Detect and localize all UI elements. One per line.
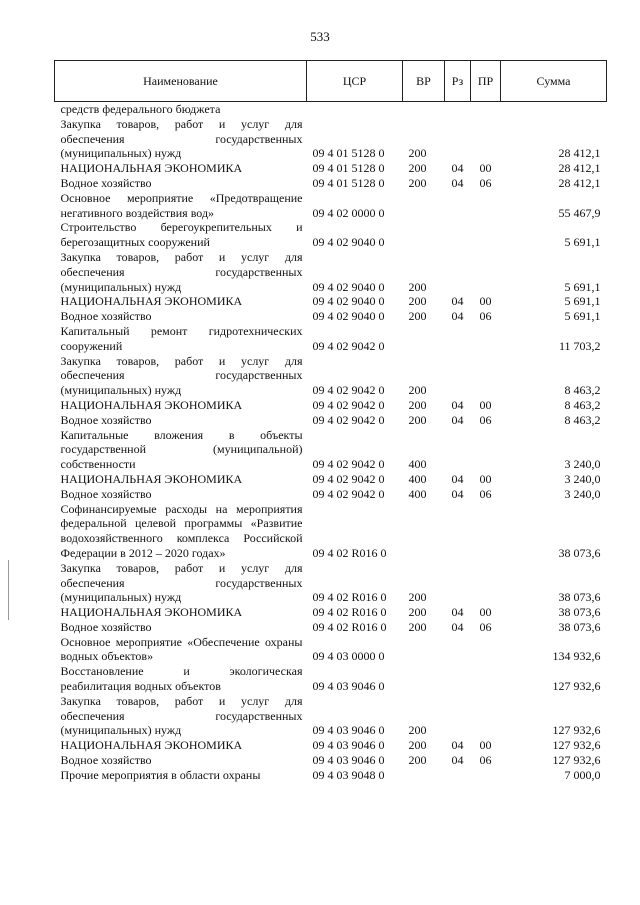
cell-sum: 38 073,6 bbox=[558, 545, 601, 560]
column-header-rz: Рз bbox=[445, 61, 471, 102]
cell-name: Закупка товаров, работ и услуг для обеспечения государственных (муниципальных) нужд bbox=[60, 693, 303, 738]
cell-name: Водное хозяйство bbox=[60, 175, 152, 190]
cell-name: НАЦИОНАЛЬНАЯ ЭКОНОМИКА bbox=[60, 161, 243, 176]
cell-csr: 09 4 03 0000 0 bbox=[312, 649, 385, 664]
table-row bbox=[55, 102, 607, 117]
cell-csr: 09 4 03 9046 0 bbox=[312, 723, 385, 738]
cell-pr: 00 bbox=[479, 294, 492, 309]
table-row bbox=[55, 413, 607, 428]
cell-name: НАЦИОНАЛЬНАЯ ЭКОНОМИКА bbox=[60, 738, 243, 753]
cell-csr: 09 4 02 9042 0 bbox=[312, 397, 385, 412]
cell-pr bbox=[471, 694, 501, 738]
table-row bbox=[55, 502, 607, 561]
cell-vr: 200 bbox=[408, 605, 427, 620]
cell-sum: 38 073,6 bbox=[558, 619, 601, 634]
cell-rz: 04 bbox=[451, 175, 464, 190]
table-body bbox=[55, 102, 607, 783]
table-row bbox=[55, 428, 607, 472]
cell-pr: 06 bbox=[479, 753, 492, 768]
cell-pr bbox=[471, 220, 501, 250]
cell-rz: 04 bbox=[451, 309, 464, 324]
cell-name: Закупка товаров, работ и услуг для обеспечения государственных (муниципальных) нужд bbox=[60, 249, 303, 294]
column-header-sum: Сумма bbox=[501, 61, 607, 102]
cell-vr bbox=[403, 102, 445, 117]
cell-name: Капитальный ремонт гидротехнических сооружений bbox=[60, 323, 303, 353]
cell-rz: 04 bbox=[451, 412, 464, 427]
cell-vr: 200 bbox=[408, 294, 427, 309]
cell-rz bbox=[445, 220, 471, 250]
cell-vr: 200 bbox=[408, 146, 427, 161]
cell-sum: 3 240,0 bbox=[564, 486, 601, 501]
cell-vr: 200 bbox=[408, 279, 427, 294]
cell-pr: 06 bbox=[479, 486, 492, 501]
cell-csr: 09 4 03 9046 0 bbox=[312, 753, 385, 768]
cell-rz: 04 bbox=[451, 161, 464, 176]
cell-sum: 38 073,6 bbox=[558, 590, 601, 605]
cell-rz: 04 bbox=[451, 471, 464, 486]
table-row bbox=[55, 191, 607, 221]
table-row bbox=[55, 250, 607, 294]
cell-rz bbox=[445, 561, 471, 605]
cell-name: Водное хозяйство bbox=[60, 619, 152, 634]
table-row bbox=[55, 398, 607, 413]
cell-name: Водное хозяйство bbox=[60, 753, 152, 768]
cell-sum: 5 691,1 bbox=[564, 279, 601, 294]
cell-csr: 09 4 02 9042 0 bbox=[312, 338, 385, 353]
cell-name: НАЦИОНАЛЬНАЯ ЭКОНОМИКА bbox=[60, 605, 243, 620]
table-row bbox=[55, 472, 607, 487]
cell-vr: 200 bbox=[408, 309, 427, 324]
cell-rz bbox=[445, 664, 471, 694]
cell-rz: 04 bbox=[451, 294, 464, 309]
cell-csr: 09 4 02 9040 0 bbox=[312, 279, 385, 294]
cell-csr: 09 4 03 9046 0 bbox=[312, 679, 385, 694]
cell-sum: 127 932,6 bbox=[552, 723, 601, 738]
cell-rz bbox=[445, 635, 471, 665]
cell-sum: 127 932,6 bbox=[552, 679, 601, 694]
cell-vr: 200 bbox=[408, 175, 427, 190]
cell-csr: 09 4 01 5128 0 bbox=[312, 161, 385, 176]
cell-vr: 200 bbox=[408, 723, 427, 738]
cell-vr bbox=[403, 502, 445, 561]
cell-rz bbox=[445, 768, 471, 783]
cell-rz: 04 bbox=[451, 619, 464, 634]
cell-sum: 38 073,6 bbox=[558, 605, 601, 620]
cell-rz: 04 bbox=[451, 753, 464, 768]
column-header-name: Наименование bbox=[55, 61, 307, 102]
cell-rz bbox=[445, 354, 471, 398]
cell-pr: 00 bbox=[479, 471, 492, 486]
cell-name: Капитальные вложения в объекты государственной (муниципальной) собственности bbox=[60, 427, 303, 472]
cell-sum: 5 691,1 bbox=[564, 235, 601, 250]
cell-csr: 09 4 02 9042 0 bbox=[312, 486, 385, 501]
cell-name: Восстановление и экологическая реабилитация водных объектов bbox=[60, 664, 303, 694]
cell-csr: 09 4 02 9042 0 bbox=[312, 457, 385, 472]
cell-sum: 3 240,0 bbox=[564, 457, 601, 472]
table-row bbox=[55, 117, 607, 161]
table-row bbox=[55, 620, 607, 635]
cell-rz: 04 bbox=[451, 486, 464, 501]
cell-csr: 09 4 02 R016 0 bbox=[312, 545, 387, 560]
cell-csr: 09 4 02 9042 0 bbox=[312, 471, 385, 486]
cell-pr: 06 bbox=[479, 175, 492, 190]
cell-name: Основное мероприятие «Обеспечение охраны водных объектов» bbox=[60, 634, 303, 664]
table-row bbox=[55, 635, 607, 665]
cell-vr: 200 bbox=[408, 590, 427, 605]
cell-pr: 06 bbox=[479, 619, 492, 634]
column-header-pr: ПР bbox=[471, 61, 501, 102]
table-row bbox=[55, 753, 607, 768]
cell-name: средств федерального бюджета bbox=[60, 102, 221, 116]
cell-sum: 127 932,6 bbox=[552, 753, 601, 768]
cell-pr bbox=[471, 768, 501, 783]
table-row bbox=[55, 487, 607, 502]
cell-vr bbox=[403, 324, 445, 354]
cell-sum: 8 463,2 bbox=[564, 383, 601, 398]
cell-rz: 04 bbox=[451, 397, 464, 412]
cell-name: Водное хозяйство bbox=[60, 412, 152, 427]
table-row bbox=[55, 694, 607, 738]
cell-pr: 00 bbox=[479, 605, 492, 620]
table-row bbox=[55, 605, 607, 620]
cell-vr: 200 bbox=[408, 753, 427, 768]
table-row bbox=[55, 176, 607, 191]
cell-csr: 09 4 02 9040 0 bbox=[312, 235, 385, 250]
table-row bbox=[55, 768, 607, 783]
cell-name: НАЦИОНАЛЬНАЯ ЭКОНОМИКА bbox=[60, 397, 243, 412]
cell-name: Закупка товаров, работ и услуг для обеспечения государственных (муниципальных) нужд bbox=[60, 353, 303, 398]
cell-rz bbox=[445, 191, 471, 221]
cell-pr: 06 bbox=[479, 412, 492, 427]
scan-margin-mark bbox=[8, 560, 9, 620]
cell-csr: 09 4 02 9042 0 bbox=[312, 383, 385, 398]
cell-csr: 09 4 02 R016 0 bbox=[312, 619, 387, 634]
cell-pr bbox=[471, 428, 501, 472]
table-row bbox=[55, 309, 607, 324]
cell-rz: 04 bbox=[451, 738, 464, 753]
cell-name: Строительство берегоукрепительных и берегозащитных сооружений bbox=[60, 220, 303, 250]
table-row bbox=[55, 664, 607, 694]
column-header-vr: ВР bbox=[403, 61, 445, 102]
cell-csr: 09 4 03 9048 0 bbox=[312, 767, 385, 782]
table-row bbox=[55, 324, 607, 354]
cell-pr: 00 bbox=[479, 397, 492, 412]
table-row bbox=[55, 294, 607, 309]
cell-pr bbox=[471, 354, 501, 398]
cell-csr: 09 4 02 R016 0 bbox=[312, 590, 387, 605]
cell-vr: 400 bbox=[408, 486, 427, 501]
table-row bbox=[55, 220, 607, 250]
cell-vr: 200 bbox=[408, 738, 427, 753]
cell-pr bbox=[471, 635, 501, 665]
cell-rz bbox=[445, 102, 471, 117]
cell-pr bbox=[471, 117, 501, 161]
cell-csr: 09 4 02 R016 0 bbox=[312, 605, 387, 620]
cell-sum: 5 691,1 bbox=[564, 309, 601, 324]
cell-csr: 09 4 02 9042 0 bbox=[312, 412, 385, 427]
cell-csr: 09 4 02 9040 0 bbox=[312, 309, 385, 324]
cell-sum: 5 691,1 bbox=[564, 294, 601, 309]
cell-rz bbox=[445, 250, 471, 294]
table-row bbox=[55, 561, 607, 605]
cell-sum: 28 412,1 bbox=[558, 175, 601, 190]
table-row bbox=[55, 161, 607, 176]
cell-vr: 200 bbox=[408, 412, 427, 427]
cell-csr: 09 4 03 9046 0 bbox=[312, 738, 385, 753]
cell-rz bbox=[445, 694, 471, 738]
cell-name: Прочие мероприятия в области охраны bbox=[60, 767, 261, 782]
page-number: 533 bbox=[310, 29, 330, 44]
cell-sum: 8 463,2 bbox=[564, 397, 601, 412]
cell-name: Основное мероприятие «Предотвращение негативного воздействия вод» bbox=[60, 190, 303, 220]
table-row bbox=[55, 354, 607, 398]
cell-sum: 28 412,1 bbox=[558, 161, 601, 176]
cell-csr: 09 4 02 0000 0 bbox=[312, 205, 385, 220]
cell-name: Водное хозяйство bbox=[60, 486, 152, 501]
cell-sum: 134 932,6 bbox=[552, 649, 601, 664]
cell-name: Водное хозяйство bbox=[60, 309, 152, 324]
cell-rz bbox=[445, 428, 471, 472]
cell-sum bbox=[501, 102, 607, 117]
cell-vr: 400 bbox=[408, 457, 427, 472]
cell-sum: 3 240,0 bbox=[564, 471, 601, 486]
cell-rz bbox=[445, 117, 471, 161]
cell-sum: 55 467,9 bbox=[558, 205, 601, 220]
cell-rz bbox=[445, 324, 471, 354]
cell-sum: 127 932,6 bbox=[552, 738, 601, 753]
cell-pr: 06 bbox=[479, 309, 492, 324]
cell-csr: 09 4 01 5128 0 bbox=[312, 146, 385, 161]
cell-pr bbox=[471, 324, 501, 354]
cell-vr bbox=[403, 220, 445, 250]
cell-csr: 09 4 02 9040 0 bbox=[312, 294, 385, 309]
cell-vr bbox=[403, 635, 445, 665]
cell-sum: 8 463,2 bbox=[564, 412, 601, 427]
cell-sum: 7 000,0 bbox=[564, 767, 601, 782]
cell-pr bbox=[471, 664, 501, 694]
cell-name: НАЦИОНАЛЬНАЯ ЭКОНОМИКА bbox=[60, 294, 243, 309]
cell-pr: 00 bbox=[479, 161, 492, 176]
cell-rz bbox=[445, 502, 471, 561]
cell-pr: 00 bbox=[479, 738, 492, 753]
cell-pr bbox=[471, 561, 501, 605]
cell-pr bbox=[471, 191, 501, 221]
cell-vr: 200 bbox=[408, 383, 427, 398]
cell-vr bbox=[403, 768, 445, 783]
cell-csr bbox=[307, 102, 403, 117]
cell-name: Софинансируемые расходы на мероприятия федеральной целевой программы «Развитие водохозяйственного комплекса Российской Федерации в 2012 – 2020 годах» bbox=[60, 501, 303, 560]
cell-name: Закупка товаров, работ и услуг для обеспечения государственных (муниципальных) нужд bbox=[60, 560, 303, 605]
cell-pr bbox=[471, 250, 501, 294]
table-row bbox=[55, 738, 607, 753]
cell-vr: 400 bbox=[408, 471, 427, 486]
cell-rz: 04 bbox=[451, 605, 464, 620]
cell-csr: 09 4 01 5128 0 bbox=[312, 175, 385, 190]
cell-vr: 200 bbox=[408, 619, 427, 634]
cell-vr bbox=[403, 664, 445, 694]
cell-vr: 200 bbox=[408, 397, 427, 412]
cell-pr bbox=[471, 502, 501, 561]
cell-vr bbox=[403, 191, 445, 221]
budget-table bbox=[54, 60, 607, 783]
cell-sum: 28 412,1 bbox=[558, 146, 601, 161]
column-header-csr: ЦСР bbox=[307, 61, 403, 102]
table-header-row bbox=[55, 61, 607, 102]
cell-vr: 200 bbox=[408, 161, 427, 176]
cell-sum: 11 703,2 bbox=[558, 338, 601, 353]
cell-name: Закупка товаров, работ и услуг для обеспечения государственных (муниципальных) нужд bbox=[60, 116, 303, 161]
cell-pr bbox=[471, 102, 501, 117]
cell-name: НАЦИОНАЛЬНАЯ ЭКОНОМИКА bbox=[60, 471, 243, 486]
